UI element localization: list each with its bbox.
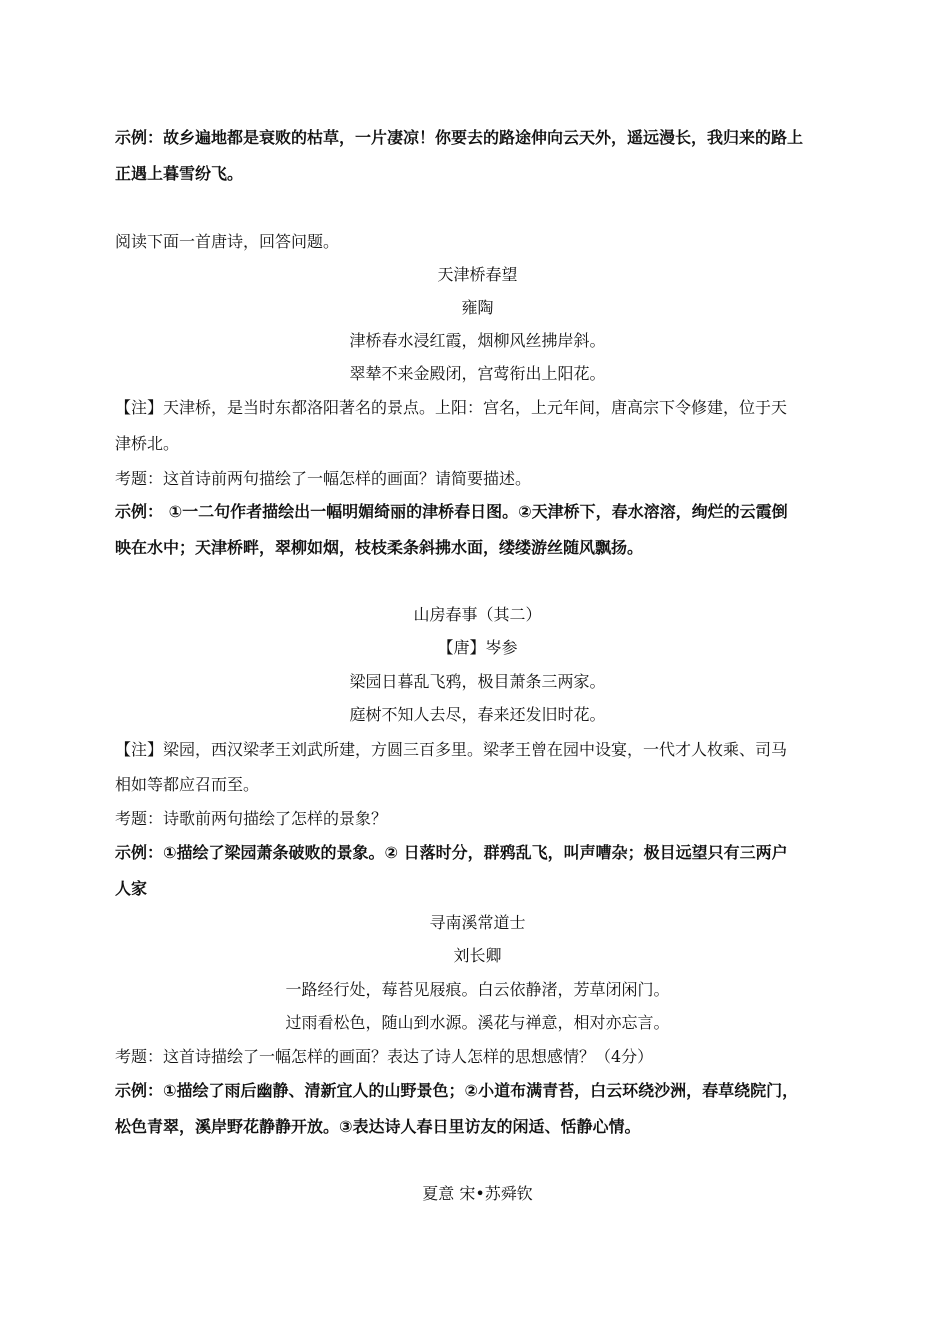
poem-1-note-line-1: 【注】天津桥，是当时东都洛阳著名的景点。上阳：宫名，上元年间，唐高宗下令修建，位于天 (115, 398, 788, 417)
poem-2-verse-1: 梁园日暮乱飞鸦，极目萧条三两家。 (349, 672, 606, 691)
poem-3-question: 考题：这首诗描绘了一幅怎样的画面？表达了诗人怎样的思想感情？（4分） (115, 1047, 654, 1066)
poem-2-question: 考题：诗歌前两句描绘了怎样的景象？ (115, 809, 388, 828)
answer-example-1-line-2: 正遇上暮雪纷飞。 (115, 164, 244, 183)
poem-1-author: 雍陶 (461, 298, 494, 317)
instruction-text: 阅读下面一首唐诗，回答问题。 (115, 232, 340, 251)
poem-2-note-line-2: 相如等都应召而至。 (115, 775, 260, 794)
poem-1-note-line-2: 津桥北。 (115, 434, 180, 453)
poem-2-note-line-1: 【注】梁园，西汉梁孝王刘武所建，方圆三百多里。梁孝王曾在园中设宴，一代才人枚乘、司马 (115, 740, 788, 759)
poem-2-answer-line-2: 人家 (115, 879, 148, 898)
poem-3-answer-line-1: 示例：①描绘了雨后幽静、清新宜人的山野景色；②小道布满青苔，白云环绕沙洲，春草绕院门， (115, 1081, 799, 1100)
poem-2-verse-2: 庭树不知人去尽，春来还发旧时花。 (349, 705, 606, 724)
poem-2-title: 山房春事（其二） (413, 605, 542, 624)
poem-4-title: 夏意 宋•苏舜钦 (422, 1184, 533, 1203)
poem-1-answer-line-2: 映在水中；天津桥畔，翠柳如烟，枝枝柔条斜拂水面，缕缕游丝随风飘扬。 (115, 538, 644, 557)
poem-2-author: 【唐】岑参 (437, 638, 518, 657)
poem-1-verse-2: 翠辇不来金殿闭，宫莺衔出上阳花。 (349, 364, 606, 383)
poem-3-author: 刘长卿 (453, 946, 502, 965)
poem-1-question: 考题：这首诗前两句描绘了一幅怎样的画面？请简要描述。 (115, 469, 532, 488)
poem-3-title: 寻南溪常道士 (429, 913, 526, 932)
poem-2-answer-line-1: 示例：①描绘了梁园萧条破败的景象。② 日落时分，群鸦乱飞，叫声嘈杂；极目远望只有三两户 (115, 843, 788, 862)
poem-1-verse-1: 津桥春水浸红霞，烟柳风丝拂岸斜。 (349, 331, 606, 350)
poem-3-verse-1: 一路经行处，莓苔见屐痕。白云依静渚，芳草闭闲门。 (285, 980, 670, 999)
poem-1-answer-line-1: 示例： ①一二句作者描绘出一幅明媚绮丽的津桥春日图。②天津桥下，春水溶溶，绚烂的云霞倒 (115, 502, 788, 521)
poem-3-verse-2: 过雨看松色，随山到水源。溪花与禅意，相对亦忘言。 (285, 1013, 670, 1032)
poem-3-answer-line-2: 松色青翠，溪岸野花静静开放。③表达诗人春日里访友的闲适、恬静心情。 (115, 1117, 641, 1136)
answer-example-1-line-1: 示例：故乡遍地都是衰败的枯草，一片凄凉！你要去的路途伸向云天外，遥远漫长，我归来的路上 (115, 128, 804, 147)
poem-1-title: 天津桥春望 (437, 265, 518, 284)
